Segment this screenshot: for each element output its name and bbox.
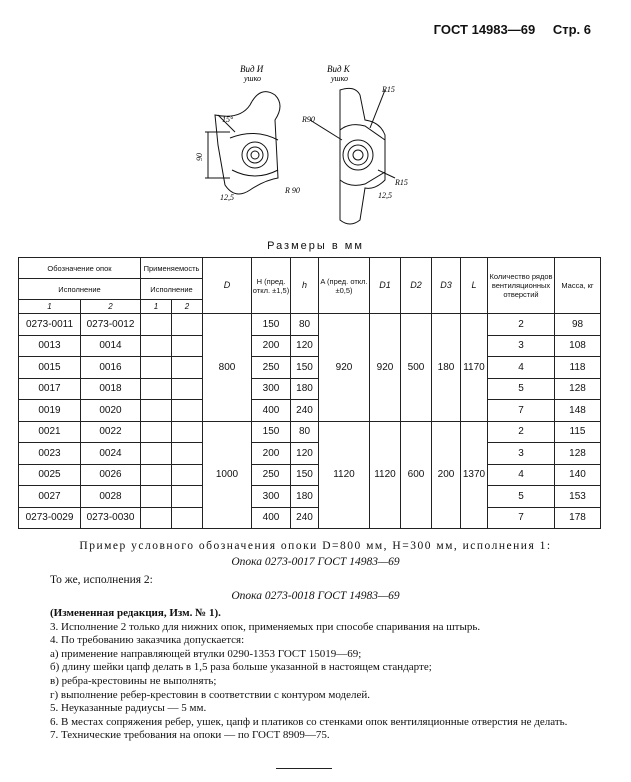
col-number: 2 xyxy=(172,300,203,314)
cell-h-small: 240 xyxy=(291,507,319,529)
cell-l: 1370 xyxy=(461,421,488,529)
cell-vent: 5 xyxy=(488,378,555,400)
cell-d1: 920 xyxy=(370,314,401,422)
cell-mass: 98 xyxy=(555,314,601,336)
cell-vent: 4 xyxy=(488,357,555,379)
cell-h-small: 120 xyxy=(291,443,319,465)
cell-exec2: 0018 xyxy=(81,378,141,400)
cell-exec2: 0020 xyxy=(81,400,141,422)
note-item: 7. Технические требования на опоки — по ГОСТ 8909—75. xyxy=(50,729,330,742)
cell-empty xyxy=(172,314,203,336)
header-a: A (пред. откл. ±0,5) xyxy=(319,258,370,314)
header-l: L xyxy=(461,258,488,314)
header-h-big: H (пред. откл. ±1,5) xyxy=(252,258,291,314)
note-revision: (Измененная редакция, Изм. № 1). xyxy=(50,607,221,619)
cell-exec2: 0016 xyxy=(81,357,141,379)
example-code-1: Опока 0273-0017 ГОСТ 14983—69 xyxy=(231,556,400,568)
cell-empty xyxy=(141,400,172,422)
cell-a: 1120 xyxy=(319,421,370,529)
cell-vent: 2 xyxy=(488,314,555,336)
cell-vent: 7 xyxy=(488,507,555,529)
header-execution: Исполнение xyxy=(19,279,141,300)
cell-vent: 7 xyxy=(488,400,555,422)
table-row xyxy=(19,421,601,443)
table-row xyxy=(19,486,601,508)
cell-exec2: 0024 xyxy=(81,443,141,465)
cell-empty xyxy=(172,486,203,508)
cell-empty xyxy=(141,357,172,379)
cell-exec1: 0021 xyxy=(19,421,81,443)
cell-empty xyxy=(141,486,172,508)
example-line: Пример условного обозначения опоки D=800 мм, H=300 мм, исполнения 1: xyxy=(79,540,552,552)
col-number: 1 xyxy=(19,300,81,314)
table-row xyxy=(19,507,601,529)
header-d3: D3 xyxy=(432,258,461,314)
table-row xyxy=(19,335,601,357)
cell-h-small: 120 xyxy=(291,335,319,357)
notes-list xyxy=(50,607,610,743)
cell-empty xyxy=(172,378,203,400)
cell-mass: 108 xyxy=(555,335,601,357)
dim-15deg: 15° xyxy=(222,115,234,124)
cell-d3: 180 xyxy=(432,314,461,422)
cell-exec2: 0026 xyxy=(81,464,141,486)
dim-r90-right: R90 xyxy=(302,115,315,124)
note-item: б) длину шейки цапф делать в 1,5 раза больше указанной в настоящем стандарте; xyxy=(50,661,432,674)
cell-exec2: 0273-0030 xyxy=(81,507,141,529)
view1-label: Вид И xyxy=(240,64,264,74)
cell-h-big: 250 xyxy=(252,357,291,379)
cell-d: 1000 xyxy=(203,421,252,529)
page-header xyxy=(420,22,591,37)
cell-mass: 128 xyxy=(555,378,601,400)
header-vent-rows: Количество рядов вентиляционных отверстий xyxy=(488,258,555,314)
cell-mass: 178 xyxy=(555,507,601,529)
cell-empty xyxy=(172,357,203,379)
cell-h-big: 300 xyxy=(252,378,291,400)
header-d2: D2 xyxy=(401,258,432,314)
table-title: Размеры в мм xyxy=(267,240,364,252)
cell-a: 920 xyxy=(319,314,370,422)
cell-exec2: 0028 xyxy=(81,486,141,508)
cell-mass: 115 xyxy=(555,421,601,443)
cell-h-small: 180 xyxy=(291,378,319,400)
cell-l: 1170 xyxy=(461,314,488,422)
cell-h-big: 150 xyxy=(252,314,291,336)
cell-exec1: 0019 xyxy=(19,400,81,422)
cell-h-big: 300 xyxy=(252,486,291,508)
cell-d1: 1120 xyxy=(370,421,401,529)
cell-exec1: 0017 xyxy=(19,378,81,400)
col-number: 2 xyxy=(81,300,141,314)
header-d1: D1 xyxy=(370,258,401,314)
cell-d: 800 xyxy=(203,314,252,422)
dim-r15-top: R15 xyxy=(382,85,395,94)
view2-label: Вид К xyxy=(327,64,350,74)
cell-mass: 128 xyxy=(555,443,601,465)
cell-mass: 148 xyxy=(555,400,601,422)
cell-vent: 4 xyxy=(488,464,555,486)
cell-empty xyxy=(141,378,172,400)
note-item: 4. По требованию заказчика допускается: xyxy=(50,634,245,647)
cell-mass: 140 xyxy=(555,464,601,486)
cell-empty xyxy=(141,443,172,465)
cell-h-big: 150 xyxy=(252,421,291,443)
cell-exec2: 0014 xyxy=(81,335,141,357)
note-item: а) применение направляющей втулки 0290-1353 ГОСТ 15019—69; xyxy=(50,647,362,660)
cell-h-small: 150 xyxy=(291,464,319,486)
table-row xyxy=(19,400,601,422)
table-row xyxy=(19,443,601,465)
cell-empty xyxy=(172,507,203,529)
cell-exec2: 0022 xyxy=(81,421,141,443)
header-applicability: Применяемость xyxy=(141,258,203,279)
table-row xyxy=(19,378,601,400)
cell-exec1: 0023 xyxy=(19,443,81,465)
cell-empty xyxy=(172,421,203,443)
dim-r15-bottom: R15 xyxy=(395,178,408,187)
cell-exec1: 0273-0011 xyxy=(19,314,81,336)
cell-h-small: 180 xyxy=(291,486,319,508)
cell-empty xyxy=(141,421,172,443)
cell-vent: 3 xyxy=(488,443,555,465)
cell-h-small: 80 xyxy=(291,421,319,443)
cell-exec1: 0025 xyxy=(19,464,81,486)
cell-empty xyxy=(172,443,203,465)
dim-r90-left: R 90 xyxy=(285,186,300,195)
cell-d2: 500 xyxy=(401,314,432,422)
gost-number: ГОСТ 14983—69 xyxy=(433,22,536,37)
table-row xyxy=(19,357,601,379)
cell-empty xyxy=(172,400,203,422)
end-divider xyxy=(276,768,332,769)
cell-h-big: 200 xyxy=(252,335,291,357)
cell-h-small: 240 xyxy=(291,400,319,422)
cell-empty xyxy=(141,314,172,336)
cell-h-small: 150 xyxy=(291,357,319,379)
note-item: 5. Неуказанные радиусы — 5 мм. xyxy=(50,702,207,715)
cell-empty xyxy=(141,464,172,486)
header-d: D xyxy=(203,258,252,314)
cell-exec1: 0013 xyxy=(19,335,81,357)
cell-empty xyxy=(172,464,203,486)
page-number: Стр. 6 xyxy=(552,22,591,37)
note-item: г) выполнение ребер-крестовин в соответствии с контуром моделей. xyxy=(50,688,371,701)
technical-drawing xyxy=(190,60,450,235)
cell-h-big: 400 xyxy=(252,507,291,529)
same-line: То же, исполнения 2: xyxy=(50,574,153,586)
table-row xyxy=(19,314,601,336)
header-execution-2: Исполнение xyxy=(141,279,203,300)
cell-empty xyxy=(141,507,172,529)
cell-empty xyxy=(141,335,172,357)
view2-sub: ушко xyxy=(331,74,349,83)
cell-exec1: 0273-0029 xyxy=(19,507,81,529)
dim-12-5-right: 12,5 xyxy=(378,191,392,200)
header-designation: Обозначение опок xyxy=(19,258,141,279)
dim-12-5-left: 12,5 xyxy=(220,193,234,202)
cell-exec1: 0015 xyxy=(19,357,81,379)
cell-h-big: 400 xyxy=(252,400,291,422)
cell-exec1: 0027 xyxy=(19,486,81,508)
table-row xyxy=(19,464,601,486)
note-item: в) ребра-крестовины не выполнять; xyxy=(50,674,217,687)
cell-vent: 5 xyxy=(488,486,555,508)
dimensions-table xyxy=(18,257,601,529)
cell-exec2: 0273-0012 xyxy=(81,314,141,336)
view1-sub: ушко xyxy=(244,74,262,83)
note-item: 6. В местах сопряжения ребер, ушек, цапф и платиков со стенками опок вентиляционные отверстия не делать. xyxy=(50,715,568,728)
cell-empty xyxy=(172,335,203,357)
note-item: 3. Исполнение 2 только для нижних опок, применяемых при способе спаривания на штырь. xyxy=(50,620,481,633)
cell-h-big: 250 xyxy=(252,464,291,486)
cell-d2: 600 xyxy=(401,421,432,529)
cell-vent: 2 xyxy=(488,421,555,443)
header-h-small: h xyxy=(291,258,319,314)
cell-mass: 118 xyxy=(555,357,601,379)
cell-vent: 3 xyxy=(488,335,555,357)
cell-h-big: 200 xyxy=(252,443,291,465)
header-mass: Масса, кг xyxy=(555,258,601,314)
col-number: 1 xyxy=(141,300,172,314)
example-code-2: Опока 0273-0018 ГОСТ 14983—69 xyxy=(231,590,400,602)
cell-d3: 200 xyxy=(432,421,461,529)
cell-mass: 153 xyxy=(555,486,601,508)
cell-h-small: 80 xyxy=(291,314,319,336)
dim-90: 90 xyxy=(195,153,204,161)
